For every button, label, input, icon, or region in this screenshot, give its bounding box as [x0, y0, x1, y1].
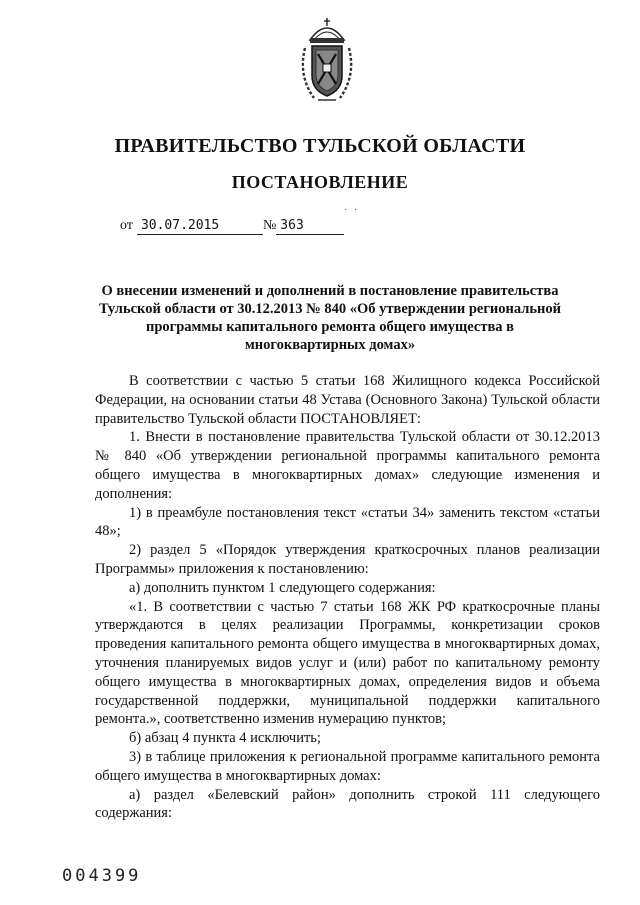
paragraph: б) абзац 4 пункта 4 исключить;	[129, 730, 321, 747]
paragraph: а) дополнить пунктом 1 следующего содержания:	[129, 579, 436, 596]
paragraph: 2) раздел 5 «Порядок утверждения краткосрочных планов реализации Программы» приложения к постановлению:	[95, 542, 600, 577]
paragraph: 1) в преамбуле постановления текст «статьи 34» заменить текстом «статьи 48»;	[95, 504, 600, 540]
from-label: от	[120, 218, 133, 233]
scan-marks: ˙ ˙	[344, 208, 360, 219]
document-date: 30.07.2015	[137, 218, 263, 235]
number-label: №	[262, 218, 277, 233]
paragraph: а) раздел «Белевский район» дополнить строкой 111 следующего содержания:	[95, 786, 600, 822]
serial-number: 004399	[62, 866, 142, 886]
paragraph: 3) в таблице приложения к региональной программе капитального ремонта общего имущества в многоквартирных домах:	[95, 748, 600, 784]
paragraph: В соответствии с частью 5 статьи 168 Жилищного кодекса Российской Федерации, на основании статьи 48 Устава (Основного Закона) Тульской области правительство Тульской области ПОСТАНОВЛЯЕТ:	[95, 373, 600, 427]
date-number-line	[120, 218, 344, 235]
document-title: О внесении изменений и дополнений в постановление правительства Тульской области от 30.12.2013 № 840 «Об утверждении региональной программы капитального ремонта общего имущества в многоквартирных домах»	[98, 283, 562, 353]
document-type-heading: ПОСТАНОВЛЕНИЕ	[231, 172, 409, 192]
government-heading: ПРАВИТЕЛЬСТВО ТУЛЬСКОЙ ОБЛАСТИ	[114, 135, 526, 157]
document-number: 363	[276, 218, 344, 235]
paragraph: «1. В соответствии с частью 7 статьи 168 ЖК РФ краткосрочные планы утверждаются в целях реализации Программы, конкретизации сроков проведения капитального ремонта общего имущества в многоквартирных домах, уточнения планируемых видов услуг и (или) работ по капитальному ремонту общего имущества в многоквартирных домах, определения видов и объема государственной поддержки, муниципальной поддержки капитального ремонта.», соответственно изменив нумерацию пунктов;	[95, 598, 600, 728]
coat-of-arms-emblem	[296, 14, 358, 106]
document-body	[95, 372, 600, 823]
paragraph: 1. Внести в постановление правительства Тульской области от 30.12.2013 № 840 «Об утверждении региональной программы капитального ремонта общего имущества в многоквартирных домах» следующие изменения и дополнения:	[95, 429, 600, 502]
